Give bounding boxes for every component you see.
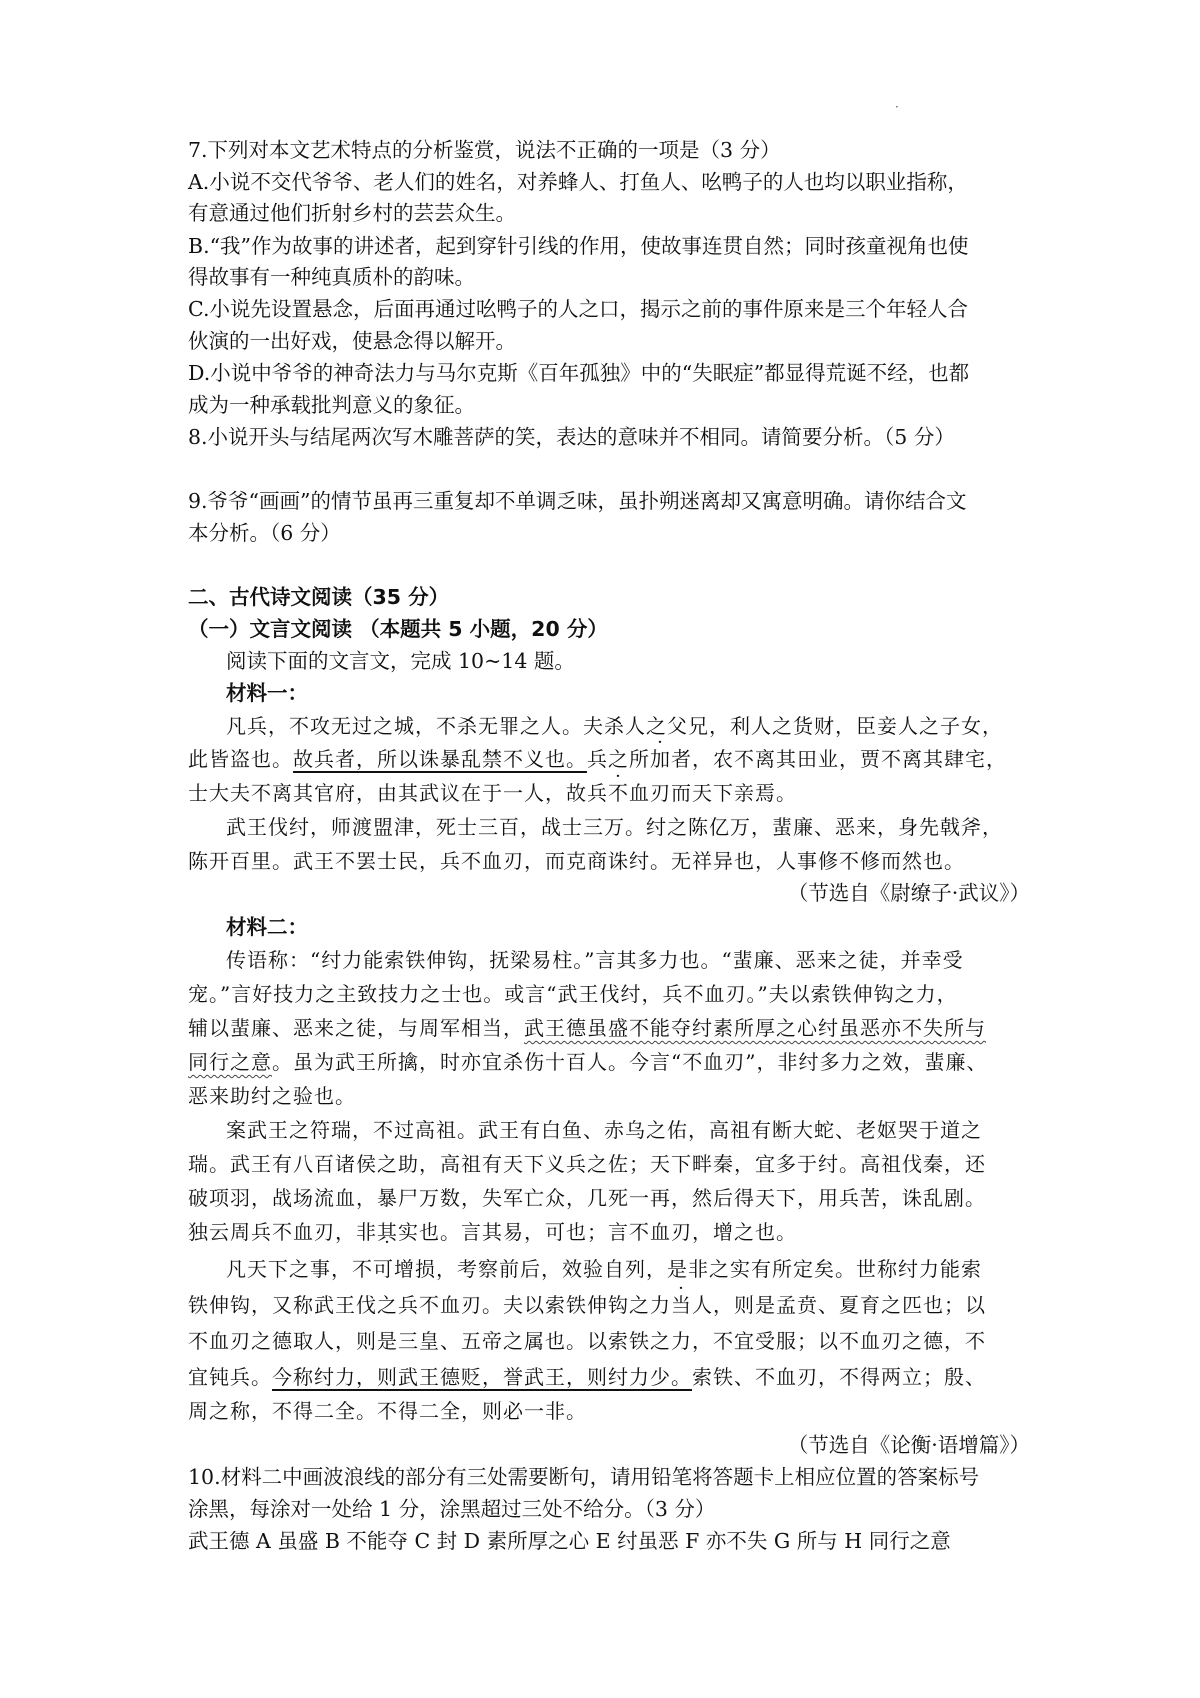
dotted-char: 不 [608, 781, 629, 805]
material2-line: 传语称：“纣力能索铁伸钩，抚梁易柱。”言其多力也。“蜚廉、恶来之徒，并幸受 [226, 948, 964, 972]
material1-label: 材料一： [226, 681, 308, 705]
material1-line: 陈开百里。武王不罢士民，兵不血刃，而克商诛纣。无祥异也，人事修不修而然也。 [188, 849, 965, 873]
q7-option-b-cont: 得故事有一种纯真质朴的韵味。 [188, 265, 475, 289]
material2-source: （节选自《论衡·语增篇》） [787, 1433, 1030, 1457]
q7-option-d-cont: 成为一种承载批判意义的象征。 [188, 393, 475, 417]
material2-line: 周之称，不得二全。不得二全，则必一非。 [188, 1399, 587, 1423]
material1-line: 此皆盗也。故兵者，所以诛暴乱禁不义也。兵之所加者，农不离其田业，贾不离其肆宅， [188, 747, 1007, 771]
q7-option-a: A.小说不交代爷爷、老人们的姓名，对养蜂人、打鱼人、吆鸭子的人也均以职业指称， [188, 170, 968, 194]
q7-option-b: B.“我”作为故事的讲述者，起到穿针引线的作用，使故事连贯自然；同时孩童视角也使 [188, 234, 969, 258]
material2-line: 铁伸钩，又称武王伐之兵不血刃。夫以索铁伸钩之力当人，则是孟贲、夏育之匹也；以 [188, 1293, 986, 1317]
material2-line: 独云周兵不血刃，非其实也。言其易，可也；言不血刃，增之也。 [188, 1220, 797, 1244]
material2-line: 凡天下之事，不可增损，考察前后，效验自列，是非之实有所定矣。世称纣力能索 [226, 1257, 982, 1281]
underlined-sentence: 今称纣力，则武王德贬，誉武王，则纣力少。 [272, 1365, 692, 1389]
section-title: 二、古代诗文阅读（35 分） [188, 585, 450, 609]
material2-line: 辅以蜚廉、恶来之徒，与周军相当，武王德虽盛不能夺纣素所厚之心纣虽恶亦不失所与 [188, 1016, 986, 1040]
material2-label: 材料二： [226, 915, 308, 939]
material1-line: 凡兵，不攻无过之城，不杀无罪之人。夫杀人之父兄，利人之货财，臣妾人之子女， [226, 714, 1003, 738]
material1-line: 武王伐纣，师渡盟津，死士三百，战士三万。纣之陈亿万，蜚廉、恶来，身先戟斧， [226, 815, 1003, 839]
q7-option-c: C.小说先设置悬念，后面再通过吆鸭子的人之口，揭示之前的事件原来是三个年轻人合 [188, 297, 968, 321]
scan-speck: · [895, 100, 899, 114]
q7-option-d: D.小说中爷爷的神奇法力与马尔克斯《百年孤独》中的“失眠症”都显得荒诞不经，也都 [188, 361, 970, 385]
q10-stem-cont: 涂黑，每涂对一处给 1 分，涂黑超过三处不给分。（3 分） [188, 1497, 716, 1521]
q7-stem: 7.下列对本文艺术特点的分析鉴赏，说法不正确的一项是（3 分） [188, 138, 781, 162]
material2-line: 宜钝兵。今称纣力，则武王德贬，誉武王，则纣力少。索铁、不血刃，不得两立；殷、 [188, 1365, 986, 1389]
material1-line: 士大夫不离其官府，由其武议在于一人，故兵不血刃而天下亲焉。 [188, 781, 797, 805]
q7-option-a-cont: 有意通过他们折射乡村的芸芸众生。 [188, 201, 516, 225]
material2-line: 破项羽，战场流血，暴尸万数，失军亡众，几死一再，然后得天下，用兵苦，诛乱剧。 [188, 1186, 986, 1210]
wavy-underline-text: 武王德虽盛不能夺纣素所厚之心纣虽恶亦不失所与 [524, 1016, 986, 1040]
subsection-title: （一）文言文阅读 （本题共 5 小题，20 分） [188, 617, 608, 641]
material2-line: 不血刃之德取人，则是三皇、五帝之属也。以索铁之力，不宜受服；以不血刃之德，不 [188, 1329, 986, 1353]
material2-line: 案武王之符瑞，不过高祖。武王有白鱼、赤乌之佑，高祖有断大蛇、老妪哭于道之 [226, 1118, 982, 1142]
dotted-char: 当 [671, 1293, 692, 1317]
q10-options: 武王德 A 虽盛 B 不能夺 C 封 D 素所厚之心 E 纣虽恶 F 亦不失 G 所与 H 同行之意 [188, 1529, 951, 1553]
material2-line: 瑞。武王有八百诸侯之助，高祖有天下义兵之佐；天下畔秦，宜多于纣。高祖伐秦，还 [188, 1152, 986, 1176]
dotted-char: 其 [377, 1220, 398, 1244]
q9-text: 9.爷爷“画画”的情节虽再三重复却不单调乏味，虽扑朔迷离却又寓意明确。请你结合文 [188, 489, 967, 513]
q10-stem: 10.材料二中画波浪线的部分有三处需要断句，请用铅笔将答题卡上相应位置的答案标号 [188, 1465, 980, 1489]
material2-line: 宠。”言好技力之主致技力之士也。或言“武王伐纣，兵不血刃。”夫以索铁伸钩之力， [188, 982, 958, 1006]
reading-instruction: 阅读下面的文言文，完成 10~14 题。 [226, 649, 575, 673]
material2-line: 恶来助纣之验也。 [188, 1084, 356, 1108]
material2-line: 同行之意。虽为武王所擒，时亦宜杀伤十百人。今言“不血刃”，非纣多力之效，蜚廉、 [188, 1050, 988, 1074]
q8-text: 8.小说开头与结尾两次写木雕菩萨的笑，表达的意味并不相同。请简要分析。（5 分） [188, 425, 955, 449]
dotted-char: 加 [650, 747, 671, 771]
wavy-underline-text: 同行之意 [188, 1050, 272, 1074]
q7-option-c-cont: 伙演的一出好戏，使悬念得以解开。 [188, 329, 516, 353]
q9-text-cont: 本分析。（6 分） [188, 521, 341, 545]
underlined-sentence: 故兵者，所以诛暴乱禁不义也。 [293, 747, 587, 771]
material1-source: （节选自《尉缭子·武议》） [787, 881, 1030, 905]
